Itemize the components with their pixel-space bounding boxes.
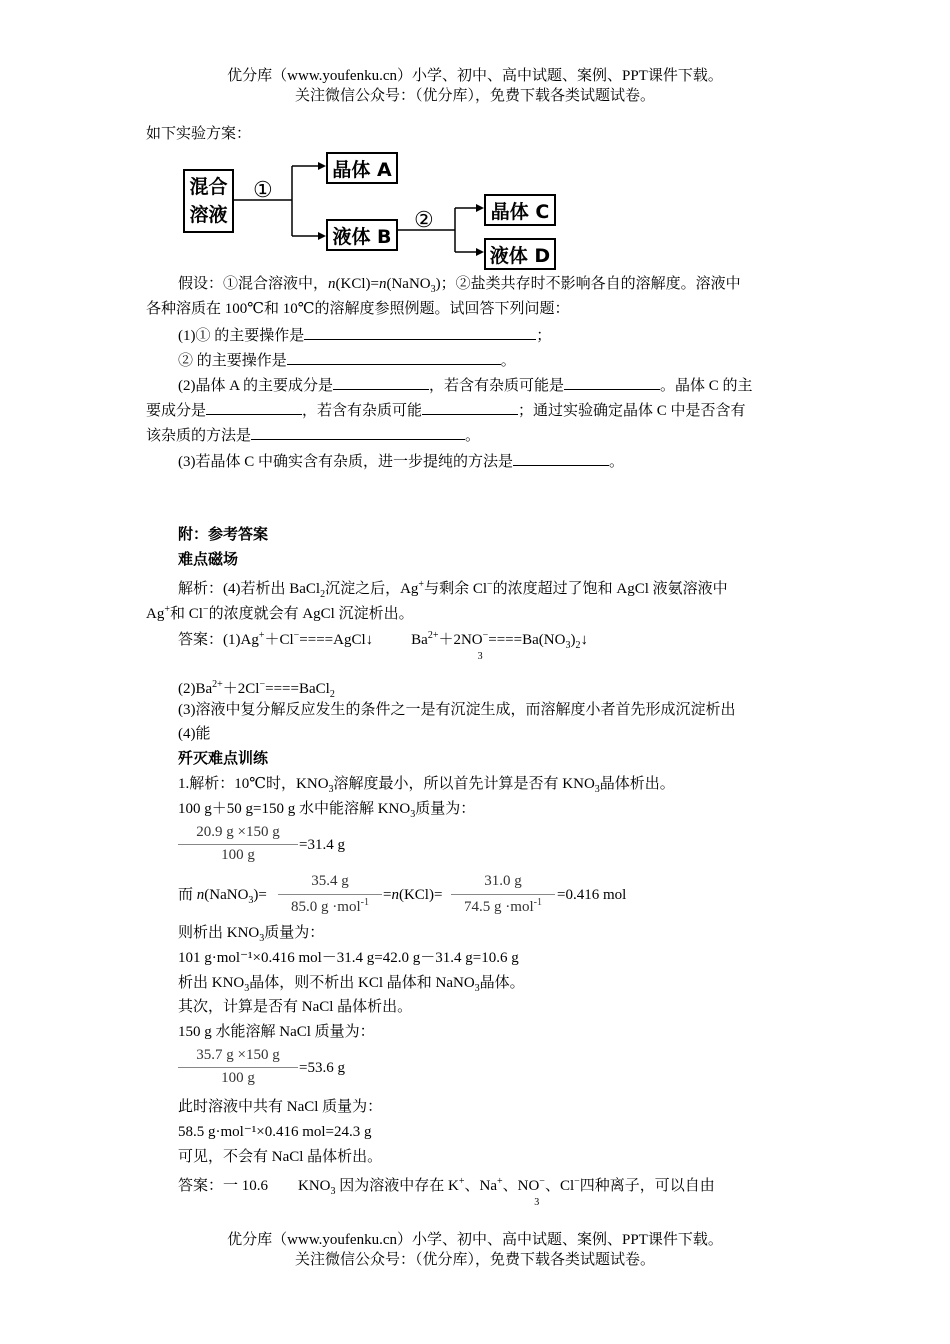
q1-step1-text: (1)① 的主要操作是 xyxy=(178,328,305,344)
question-2-line-1 xyxy=(178,374,753,397)
superscript: -1 xyxy=(360,897,369,908)
text: 晶体析出。 xyxy=(599,776,675,792)
step-2-label: ② xyxy=(414,207,434,232)
text: (KCl)= xyxy=(398,887,443,903)
section-heading-1: 难点磁场 xyxy=(178,552,239,568)
crystal-a-box: 晶体 A xyxy=(326,152,398,184)
text: Ag xyxy=(146,606,165,622)
training-line-10: 可见，不会有 NaCl 晶体析出。 xyxy=(178,1149,383,1165)
superscript: − xyxy=(574,1176,580,1187)
q2-text: ，若含有杂质可能是 xyxy=(429,378,565,394)
fraction-numerator: 35.4 g xyxy=(311,873,349,889)
superscript: -1 xyxy=(533,897,542,908)
answers-title: 附：参考答案 xyxy=(178,527,269,543)
crystal-c-box: 晶体 C xyxy=(484,194,556,226)
fraction-result: =53.6 g xyxy=(299,1060,345,1076)
subscript: 3 xyxy=(410,809,416,820)
training-line-2 xyxy=(178,798,475,826)
diagram-connectors xyxy=(0,0,950,280)
superscript: − xyxy=(202,604,209,615)
answer-blank[interactable] xyxy=(304,324,536,340)
text: 质量为： xyxy=(415,801,476,817)
training-line-3 xyxy=(178,922,324,950)
paren: ) xyxy=(435,276,441,292)
q2-text: ，若含有杂质可能 xyxy=(302,403,423,419)
answer-blank[interactable] xyxy=(251,424,465,440)
subscript: 3 xyxy=(565,640,571,651)
text: 、Cl xyxy=(544,1178,575,1194)
text: ＋Cl xyxy=(264,632,294,648)
superscript: + xyxy=(258,630,265,641)
superscript: − xyxy=(487,579,493,590)
text: = xyxy=(383,887,392,903)
text: 质量为： xyxy=(264,925,325,941)
mole-symbol: n xyxy=(328,276,336,292)
fraction-result: =31.4 g xyxy=(299,837,345,853)
superscript: + xyxy=(418,579,425,590)
text: 解析：(4)若析出 BaCl xyxy=(178,581,321,597)
text: ====AgCl↓ xyxy=(299,632,374,648)
text: ↓ xyxy=(580,632,588,648)
subscript: 3 xyxy=(248,895,254,906)
text: 100 g＋50 g=150 g 水中能溶解 KNO xyxy=(178,801,411,817)
training-line-6: 其次，计算是否有 NaCl 晶体析出。 xyxy=(178,999,413,1015)
text: ====BaCl xyxy=(265,681,330,697)
mole-symbol: n xyxy=(378,276,387,292)
text: 的浓度就会有 AgCl 沉淀析出。 xyxy=(208,606,414,622)
subscript: 3 xyxy=(430,284,436,295)
mole-line-label xyxy=(178,884,267,912)
hypothesis-line-2: 各种溶质在 100℃和 10℃的溶解度参照例题。试回答下列问题： xyxy=(146,301,570,317)
mixed-solution-label-1: 混合 xyxy=(189,176,228,198)
text: (2)Ba xyxy=(178,681,213,697)
fraction-numerator: 20.9 g ×150 g xyxy=(196,824,280,840)
training-line-7: 150 g 水能溶解 NaCl 质量为： xyxy=(178,1024,375,1040)
text: 晶体，则不析出 KCl 晶体和 NaNO xyxy=(249,975,475,991)
fraction-denominator xyxy=(451,897,555,916)
question-2-line-3: 该杂质的方法是 。 xyxy=(146,424,480,447)
q2-text: 该杂质的方法是 xyxy=(146,428,252,444)
superscript: − xyxy=(259,679,266,690)
fraction-denominator xyxy=(278,897,382,916)
answer-1-line xyxy=(178,625,588,662)
hypothesis-line-1 xyxy=(178,273,741,301)
subscript: 3 xyxy=(594,784,600,795)
mole-line-mid xyxy=(383,884,442,906)
superscript: 2+ xyxy=(427,630,439,641)
text: 而 xyxy=(178,887,197,903)
text: 1.解析：10℃时，KNO xyxy=(178,776,329,792)
question-1-line-2: ② 的主要操作是 。 xyxy=(178,349,516,372)
training-line-8: 此时溶液中共有 NaCl 质量为： xyxy=(178,1099,383,1115)
superscript: + xyxy=(164,604,170,615)
text: 的浓度超过了饱和 AgCl 液氨溶液中 xyxy=(492,581,728,597)
text: 则析出 KNO xyxy=(178,925,260,941)
subscript: 2 xyxy=(329,689,335,700)
text: ＋2Cl xyxy=(222,681,260,697)
training-line-9: 58.5 g·mol⁻¹×0.416 mol=24.3 g xyxy=(178,1124,372,1140)
answer-3-line: (3)溶液中复分解反应发生的条件之一是有沉淀生成，而溶解度小者首先形成沉淀析出 xyxy=(178,702,736,718)
text: 74.5 g ·mol xyxy=(464,899,534,915)
q2-text: ；通过实验确定晶体 C 中是否含有 xyxy=(518,403,746,419)
fraction-bar xyxy=(451,894,555,895)
text: 85.0 g ·mol xyxy=(291,899,361,915)
text: 、Na xyxy=(464,1178,497,1194)
fraction-bar xyxy=(278,894,382,895)
explain-line-2 xyxy=(146,599,414,625)
question-2-line-2 xyxy=(146,399,746,422)
mixed-solution-box xyxy=(183,169,234,233)
text: 溶解度最小，所以首先计算是否有 KNO xyxy=(333,776,595,792)
mole-result: =0.416 mol xyxy=(557,887,627,903)
subscript: 2 xyxy=(575,640,581,651)
text: 沉淀之后，Ag xyxy=(325,581,419,597)
mixed-solution-label-2: 溶液 xyxy=(189,204,228,226)
fraction-bar xyxy=(178,1067,298,1068)
fraction-numerator: 35.7 g ×150 g xyxy=(196,1047,280,1063)
training-line-11 xyxy=(178,1171,715,1208)
superscript: − xyxy=(539,1176,545,1187)
mole-symbol: n xyxy=(391,887,399,903)
fraction-bar xyxy=(178,844,298,845)
step-1-label: ① xyxy=(253,177,273,202)
answer-4-line: (4)能 xyxy=(178,726,211,742)
text: (NaNO xyxy=(204,887,249,903)
hypothesis-part-b: ；②盐类共存时不影响各自的溶解度。溶液中 xyxy=(440,276,741,292)
answer-blank[interactable] xyxy=(287,349,501,365)
subscript: 2 xyxy=(320,589,326,600)
answer-blank[interactable] xyxy=(206,399,302,415)
section-heading-2: 歼灭难点训练 xyxy=(178,751,269,767)
text: 、NO xyxy=(502,1178,540,1194)
question-3-line: (3)若晶体 C 中确实含有杂质，进一步提纯的方法是 。 xyxy=(178,450,624,473)
text: 答案：(1)Ag xyxy=(178,632,259,648)
training-line-4: 101 g·mol⁻¹×0.416 mol－31.4 g=42.0 g－31.4 g=10.6 g xyxy=(178,950,519,966)
q2-text: (2)晶体 A 的主要成分是 xyxy=(178,378,333,394)
page-footer-line2: 关注微信公众号：（优分库），免费下载各类试题试卷。 xyxy=(294,1252,655,1268)
q1-step2-text: ② 的主要操作是 xyxy=(178,353,287,369)
text: 和 Cl xyxy=(169,606,203,622)
answer-blank[interactable] xyxy=(422,399,518,415)
answer-blank[interactable] xyxy=(564,374,660,390)
q2-text: 。晶体 C 的主 xyxy=(660,378,753,394)
nano3-label: (NaNO xyxy=(386,276,431,292)
q3-text: (3)若晶体 C 中确实含有杂质，进一步提纯的方法是 xyxy=(178,454,513,470)
hypothesis-part-a: 假设：①混合溶液中， xyxy=(178,276,329,292)
subscript: 3 xyxy=(259,933,265,944)
page-header-line1: 优分库（www.youfenku.cn）小学、初中、高中试题、案例、PPT课件下载。 xyxy=(227,68,723,84)
question-1-line-1: (1)① 的主要操作是 ； xyxy=(178,324,551,347)
fraction-denominator: 100 g xyxy=(221,1070,255,1086)
text: ＋2NO xyxy=(438,632,483,648)
subscript: 3 xyxy=(534,1197,540,1208)
answer-blank[interactable] xyxy=(333,374,429,390)
text: 因为溶液中存在 K xyxy=(335,1178,459,1194)
text: 四种离子，可以自由 xyxy=(579,1178,715,1194)
fraction-numerator: 31.0 g xyxy=(484,873,522,889)
training-line-1 xyxy=(178,773,675,801)
subscript: 3 xyxy=(477,651,483,662)
superscript: + xyxy=(458,1176,465,1187)
superscript: − xyxy=(293,630,300,641)
intro-text: 如下实验方案： xyxy=(146,126,252,142)
text: ====Ba(NO xyxy=(488,632,566,648)
superscript: − xyxy=(482,630,489,641)
text: )= xyxy=(253,887,267,903)
text: Ba xyxy=(411,632,428,648)
text: 答案：一 10.6 KNO xyxy=(178,1178,331,1194)
text: 析出 KNO xyxy=(178,975,245,991)
page-footer-line1: 优分库（www.youfenku.cn）小学、初中、高中试题、案例、PPT课件下载。 xyxy=(227,1232,723,1248)
text: 与剩余 Cl xyxy=(424,581,487,597)
liquid-d-box: 液体 D xyxy=(484,238,556,270)
answer-blank[interactable] xyxy=(513,450,609,466)
q2-text: 要成分是 xyxy=(146,403,207,419)
fraction-denominator: 100 g xyxy=(221,847,255,863)
superscript: 2+ xyxy=(212,679,223,690)
page-header-line2: 关注微信公众号：（优分库），免费下载各类试题试卷。 xyxy=(294,88,655,104)
liquid-b-box: 液体 B xyxy=(326,219,398,251)
subscript: 3 xyxy=(330,1186,336,1197)
kcl-label: (KCl)= xyxy=(335,276,379,292)
subscript: 3 xyxy=(244,983,250,994)
subscript: 3 xyxy=(328,784,334,795)
text: ) xyxy=(570,632,576,648)
subscript: 3 xyxy=(474,983,480,994)
text: 晶体。 xyxy=(479,975,525,991)
mole-symbol: n xyxy=(196,887,205,903)
superscript: + xyxy=(496,1176,503,1187)
